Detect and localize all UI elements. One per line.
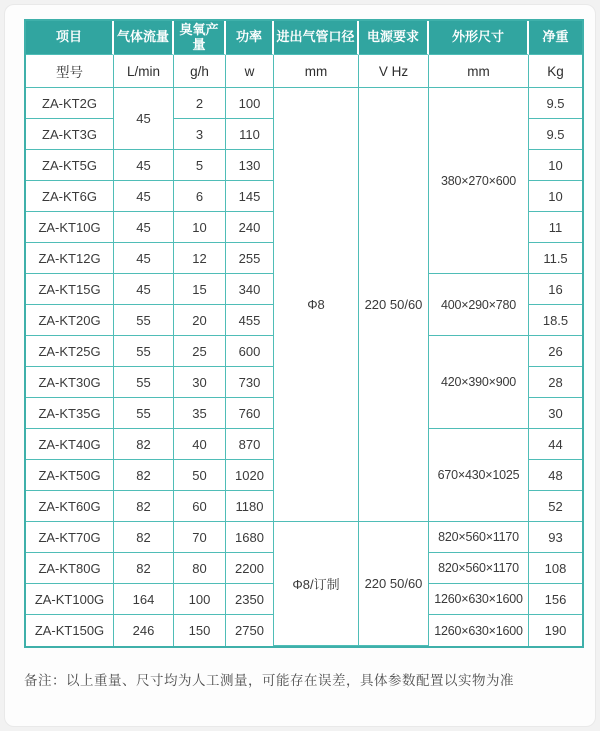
cell-weight: 18.5 (529, 305, 582, 336)
cell-weight: 11.5 (529, 243, 582, 274)
cell-model: ZA-KT100G (26, 584, 114, 615)
cell-dimensions: 670×430×1025 (429, 429, 529, 522)
cell-flow: 164 (114, 584, 174, 615)
cell-flow: 82 (114, 491, 174, 522)
column-header-power-supply: 电源要求 (359, 21, 429, 55)
cell-power: 1180 (226, 491, 274, 522)
cell-model: ZA-KT40G (26, 429, 114, 460)
unit-pipe: mm (274, 55, 359, 88)
cell-power: 1020 (226, 460, 274, 491)
cell-ozone: 5 (174, 150, 226, 181)
unit-flow: L/min (114, 55, 174, 88)
column-header-dimensions: 外形尺寸 (429, 21, 529, 55)
cell-weight: 30 (529, 398, 582, 429)
cell-ozone: 12 (174, 243, 226, 274)
cell-voltage: 220 50/60 (359, 522, 429, 646)
cell-model: ZA-KT25G (26, 336, 114, 367)
cell-flow: 82 (114, 522, 174, 553)
cell-flow: 82 (114, 429, 174, 460)
cell-ozone: 50 (174, 460, 226, 491)
cell-ozone: 40 (174, 429, 226, 460)
cell-power: 110 (226, 119, 274, 150)
cell-ozone: 10 (174, 212, 226, 243)
cell-power: 870 (226, 429, 274, 460)
column-header-item: 项目 (26, 21, 114, 55)
cell-ozone: 60 (174, 491, 226, 522)
cell-dimensions: 820×560×1170 (429, 522, 529, 553)
spec-sheet-card (4, 4, 596, 727)
cell-power: 2200 (226, 553, 274, 584)
cell-ozone: 30 (174, 367, 226, 398)
cell-dimensions: 1260×630×1600 (429, 615, 529, 646)
cell-flow: 55 (114, 305, 174, 336)
remark-note: 备注：以上重量、尺寸均为人工测量，可能存在误差，具体参数配置以实物为准 (24, 673, 514, 688)
cell-dimensions: 400×290×780 (429, 274, 529, 336)
cell-ozone: 100 (174, 584, 226, 615)
cell-pipe: Φ8 (274, 88, 359, 522)
cell-weight: 10 (529, 181, 582, 212)
cell-flow: 45 (114, 181, 174, 212)
column-header-gas-flow: 气体流量 (114, 21, 174, 55)
cell-ozone: 35 (174, 398, 226, 429)
cell-flow: 45 (114, 150, 174, 181)
cell-flow: 55 (114, 336, 174, 367)
unit-dimensions: mm (429, 55, 529, 88)
cell-weight: 11 (529, 212, 582, 243)
cell-flow: 45 (114, 274, 174, 305)
column-header-ozone-output: 臭氧产量 (174, 21, 226, 55)
cell-weight: 108 (529, 553, 582, 584)
cell-model: ZA-KT10G (26, 212, 114, 243)
cell-power: 455 (226, 305, 274, 336)
cell-ozone: 25 (174, 336, 226, 367)
cell-flow: 45 (114, 243, 174, 274)
table-row (26, 88, 582, 119)
cell-model: ZA-KT5G (26, 150, 114, 181)
cell-model: ZA-KT3G (26, 119, 114, 150)
column-header-net-weight: 净重 (529, 21, 582, 55)
units-row (26, 55, 582, 88)
product-spec-table (24, 19, 584, 648)
cell-model: ZA-KT70G (26, 522, 114, 553)
column-header-pipe-diameter: 进出气管口径 (274, 21, 359, 55)
cell-flow: 55 (114, 398, 174, 429)
cell-dimensions: 1260×630×1600 (429, 584, 529, 615)
cell-model: ZA-KT80G (26, 553, 114, 584)
cell-model: ZA-KT20G (26, 305, 114, 336)
cell-weight: 52 (529, 491, 582, 522)
unit-model: 型号 (26, 55, 114, 88)
cell-weight: 48 (529, 460, 582, 491)
cell-power: 145 (226, 181, 274, 212)
cell-ozone: 150 (174, 615, 226, 646)
header-row (26, 21, 582, 55)
cell-flow: 246 (114, 615, 174, 646)
cell-model: ZA-KT2G (26, 88, 114, 119)
cell-power: 2750 (226, 615, 274, 646)
cell-weight: 44 (529, 429, 582, 460)
cell-model: ZA-KT12G (26, 243, 114, 274)
cell-ozone: 6 (174, 181, 226, 212)
cell-pipe: Φ8/订制 (274, 522, 359, 646)
cell-power: 100 (226, 88, 274, 119)
cell-weight: 9.5 (529, 119, 582, 150)
cell-flow: 55 (114, 367, 174, 398)
cell-power: 760 (226, 398, 274, 429)
cell-voltage: 220 50/60 (359, 88, 429, 522)
cell-model: ZA-KT35G (26, 398, 114, 429)
unit-weight: Kg (529, 55, 582, 88)
cell-weight: 156 (529, 584, 582, 615)
cell-ozone: 3 (174, 119, 226, 150)
cell-power: 2350 (226, 584, 274, 615)
cell-ozone: 15 (174, 274, 226, 305)
cell-ozone: 2 (174, 88, 226, 119)
cell-weight: 9.5 (529, 88, 582, 119)
cell-flow: 45 (114, 88, 174, 150)
column-header-power: 功率 (226, 21, 274, 55)
cell-model: ZA-KT150G (26, 615, 114, 646)
unit-ozone: g/h (174, 55, 226, 88)
cell-dimensions: 820×560×1170 (429, 553, 529, 584)
cell-model: ZA-KT50G (26, 460, 114, 491)
cell-flow: 82 (114, 553, 174, 584)
cell-weight: 28 (529, 367, 582, 398)
cell-model: ZA-KT60G (26, 491, 114, 522)
cell-ozone: 80 (174, 553, 226, 584)
cell-ozone: 20 (174, 305, 226, 336)
cell-power: 130 (226, 150, 274, 181)
cell-power: 240 (226, 212, 274, 243)
cell-power: 340 (226, 274, 274, 305)
table-row (26, 522, 582, 553)
unit-power: w (226, 55, 274, 88)
cell-ozone: 70 (174, 522, 226, 553)
cell-power: 730 (226, 367, 274, 398)
cell-weight: 93 (529, 522, 582, 553)
cell-weight: 190 (529, 615, 582, 646)
cell-model: ZA-KT30G (26, 367, 114, 398)
cell-weight: 10 (529, 150, 582, 181)
cell-power: 1680 (226, 522, 274, 553)
cell-flow: 82 (114, 460, 174, 491)
cell-weight: 26 (529, 336, 582, 367)
unit-voltage: V Hz (359, 55, 429, 88)
cell-weight: 16 (529, 274, 582, 305)
cell-flow: 45 (114, 212, 174, 243)
cell-power: 255 (226, 243, 274, 274)
cell-power: 600 (226, 336, 274, 367)
cell-dimensions: 420×390×900 (429, 336, 529, 429)
cell-dimensions: 380×270×600 (429, 88, 529, 274)
cell-model: ZA-KT15G (26, 274, 114, 305)
cell-model: ZA-KT6G (26, 181, 114, 212)
